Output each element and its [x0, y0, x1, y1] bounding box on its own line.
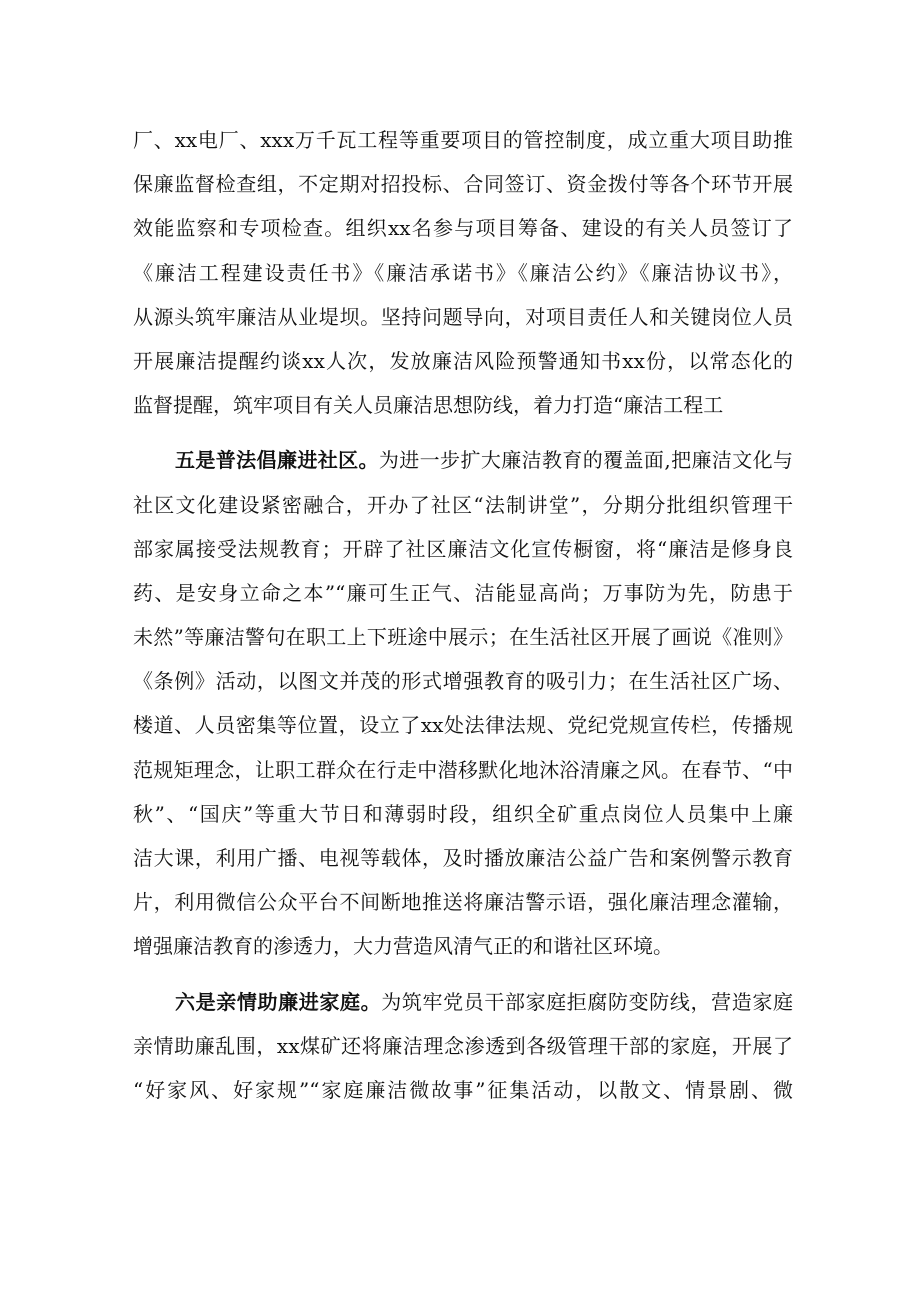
paragraph-gap: [133, 427, 793, 438]
text-line: 从源头筑牢廉洁从业堤坝。坚持问题导向，对项目责任人和关键岗位人员: [133, 304, 793, 329]
paragraph-heading: 六是亲情助廉进家庭。: [175, 989, 382, 1014]
text-line: 楼道、人员密集等位置，设立了xx处法律法规、党纪党规宣传栏，传播规: [133, 713, 793, 738]
text-line: 亲情助廉乱围，xx煤矿还将廉洁理念渗透到各级管理干部的家庭，开展了: [133, 1033, 793, 1058]
text-line: “好家风、好家规”“家庭廉洁微故事”征集活动，以散文、情景剧、微: [133, 1077, 793, 1102]
paragraph-1: [133, 118, 793, 427]
text-line: 秋”、“国庆”等重大节日和薄弱时段，组织全矿重点岗位人员集中上廉: [133, 801, 793, 826]
text-run: 为进一步扩大廉洁教育的覆盖面,把廉洁文化与: [378, 448, 794, 473]
paragraph-2: [133, 438, 793, 968]
text-line: 社区文化建设紧密融合，开办了社区“法制讲堂”，分期分批组织管理干: [133, 492, 793, 517]
text-line: 洁大课，利用广播、电视等载体，及时播放廉洁公益广告和案例警示教育: [133, 846, 793, 870]
paragraph-3: [133, 980, 793, 1113]
text-line: 厂、xx电厂、xxx万千瓦工程等重要项目的管控制度，成立重大项目助推: [133, 128, 793, 152]
text-line: 片，利用微信公众平台不间断地推送将廉洁警示语，强化廉洁理念灌输，: [133, 890, 793, 915]
text-line: 未然”等廉洁警句在职工上下班途中展示；在生活社区开展了画说《准则》: [133, 625, 793, 650]
text-line: 增强廉洁教育的渗透力，大力营造风清气正的和谐社区环境。: [133, 934, 673, 959]
text-line: 部家属接受法规教育；开辟了社区廉洁文化宣传橱窗，将“廉洁是修身良: [133, 536, 793, 561]
text-line: 《廉洁工程建设责任书》《廉洁承诺书》《廉洁公约》《廉洁协议书》，: [133, 260, 793, 285]
text-line: 保廉监督检查组，不定期对招投标、合同签订、资金拨付等各个环节开展: [133, 172, 793, 197]
text-line: 效能监察和专项检查。组织xx名参与项目筹备、建设的有关人员签订了: [133, 216, 793, 241]
text-line: 《条例》活动，以图文并茂的形式增强教育的吸引力；在生活社区广场、: [133, 669, 793, 694]
text-line-first: [133, 438, 793, 482]
text-line: 开展廉洁提醒约谈xx人次，发放廉洁风险预警通知书xx份，以常态化的: [133, 348, 793, 373]
text-run: 为筑牢党员干部家庭拒腐防变防线，营造家庭: [381, 989, 794, 1014]
text-line: 监督提醒，筑牢项目有关人员廉洁思想防线，着力打造“廉洁工程工: [133, 393, 724, 418]
text-line: 范规矩理念，让职工群众在行走中潜移默化地沐浴清廉之风。在春节、“中: [133, 757, 793, 782]
text-line-first: [133, 980, 793, 1024]
text-line: 药、是安身立命之本”“廉可生正气、洁能显高尚；万事防为先，防患于: [133, 580, 793, 605]
document-body: [133, 118, 793, 1112]
paragraph-heading: 五是普法倡廉进社区。: [175, 448, 379, 473]
paragraph-gap: [133, 969, 793, 980]
